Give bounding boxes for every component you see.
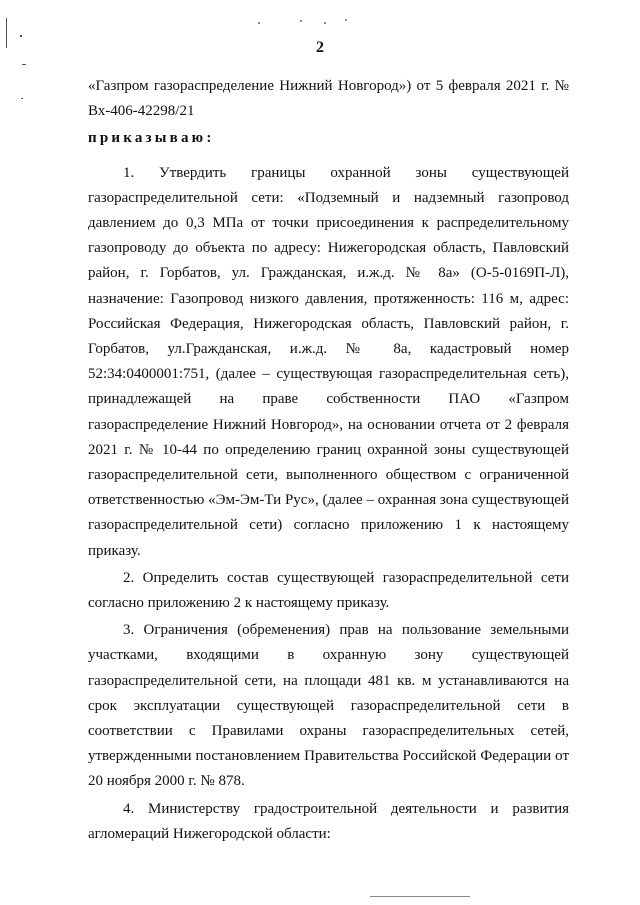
scan-dot xyxy=(345,19,347,21)
page-number: 2 xyxy=(316,39,324,56)
document-body xyxy=(88,74,569,847)
footer-rule xyxy=(370,896,470,897)
scan-margin-mark xyxy=(22,64,26,65)
intro-paragraph: «Газпром газораспределение Нижний Новгород») от 5 февраля 2021 г. № Вх-406-42298/21 xyxy=(88,78,569,120)
order-word: приказываю: xyxy=(88,130,215,147)
item-2-paragraph: 2. Определить состав существующей газораспределительной сети согласно приложению 2 к настоящему приказу. xyxy=(88,569,569,612)
item-4-paragraph: 4. Министерству градостроительной деятельности и развития агломераций Нижегородской области: xyxy=(88,800,569,842)
scan-margin-mark xyxy=(20,35,22,37)
item-1-paragraph: 1. Утвердить границы охранной зоны существующей газораспределительной сети: «Подземный и надземный газопровод давлением до 0,3 МПа от точки присоединения к распределительному газопроводу до объекта по адресу: Нижегородская область, Павловский район, г. Горбатов, ул. Гражданская, и.ж.д. № 8а» (О-5-0169П-Л), назначение: Газопровод низкого давления, протяженность: 116 м, адрес: Российская Федерация, Нижегородская область, Павловский район, г. Горбатов, ул.Гражданская, и.ж.д. № 8а, кадастровый номер 52:34:0400001:751, (далее – существующая газораспределительная сеть), принадлежащей на праве собственности ПАО «Газпром газораспределение Нижний Новгород», на основании отчета от 2 февраля 2021 г. № 10-44 по определению границ охранной зоны существующей газораспределительной сети, выполненного обществом с ограниченной ответственностью «Эм-Эм-Ти Рус», (далее – охранная зона существующей газораспределительной сети) согласно приложению 1 к настоящему приказу. xyxy=(88,164,569,559)
scan-margin-mark xyxy=(21,98,23,99)
item-3-paragraph: 3. Ограничения (обременения) прав на пользование земельными участками, входящими в охранную зону существующей газораспределительной сети, на площади 481 кв. м устанавливаются на срок эксплуатации существующей газораспределительной сети в соответствии с Правилами охраны газораспределительных сетей, утвержденными постановлением Правительства Российской Федерации от 20 ноября 2000 г. № 878. xyxy=(88,622,569,790)
scan-dot xyxy=(300,20,302,22)
scan-dot xyxy=(324,22,326,24)
scan-dot xyxy=(258,22,260,24)
